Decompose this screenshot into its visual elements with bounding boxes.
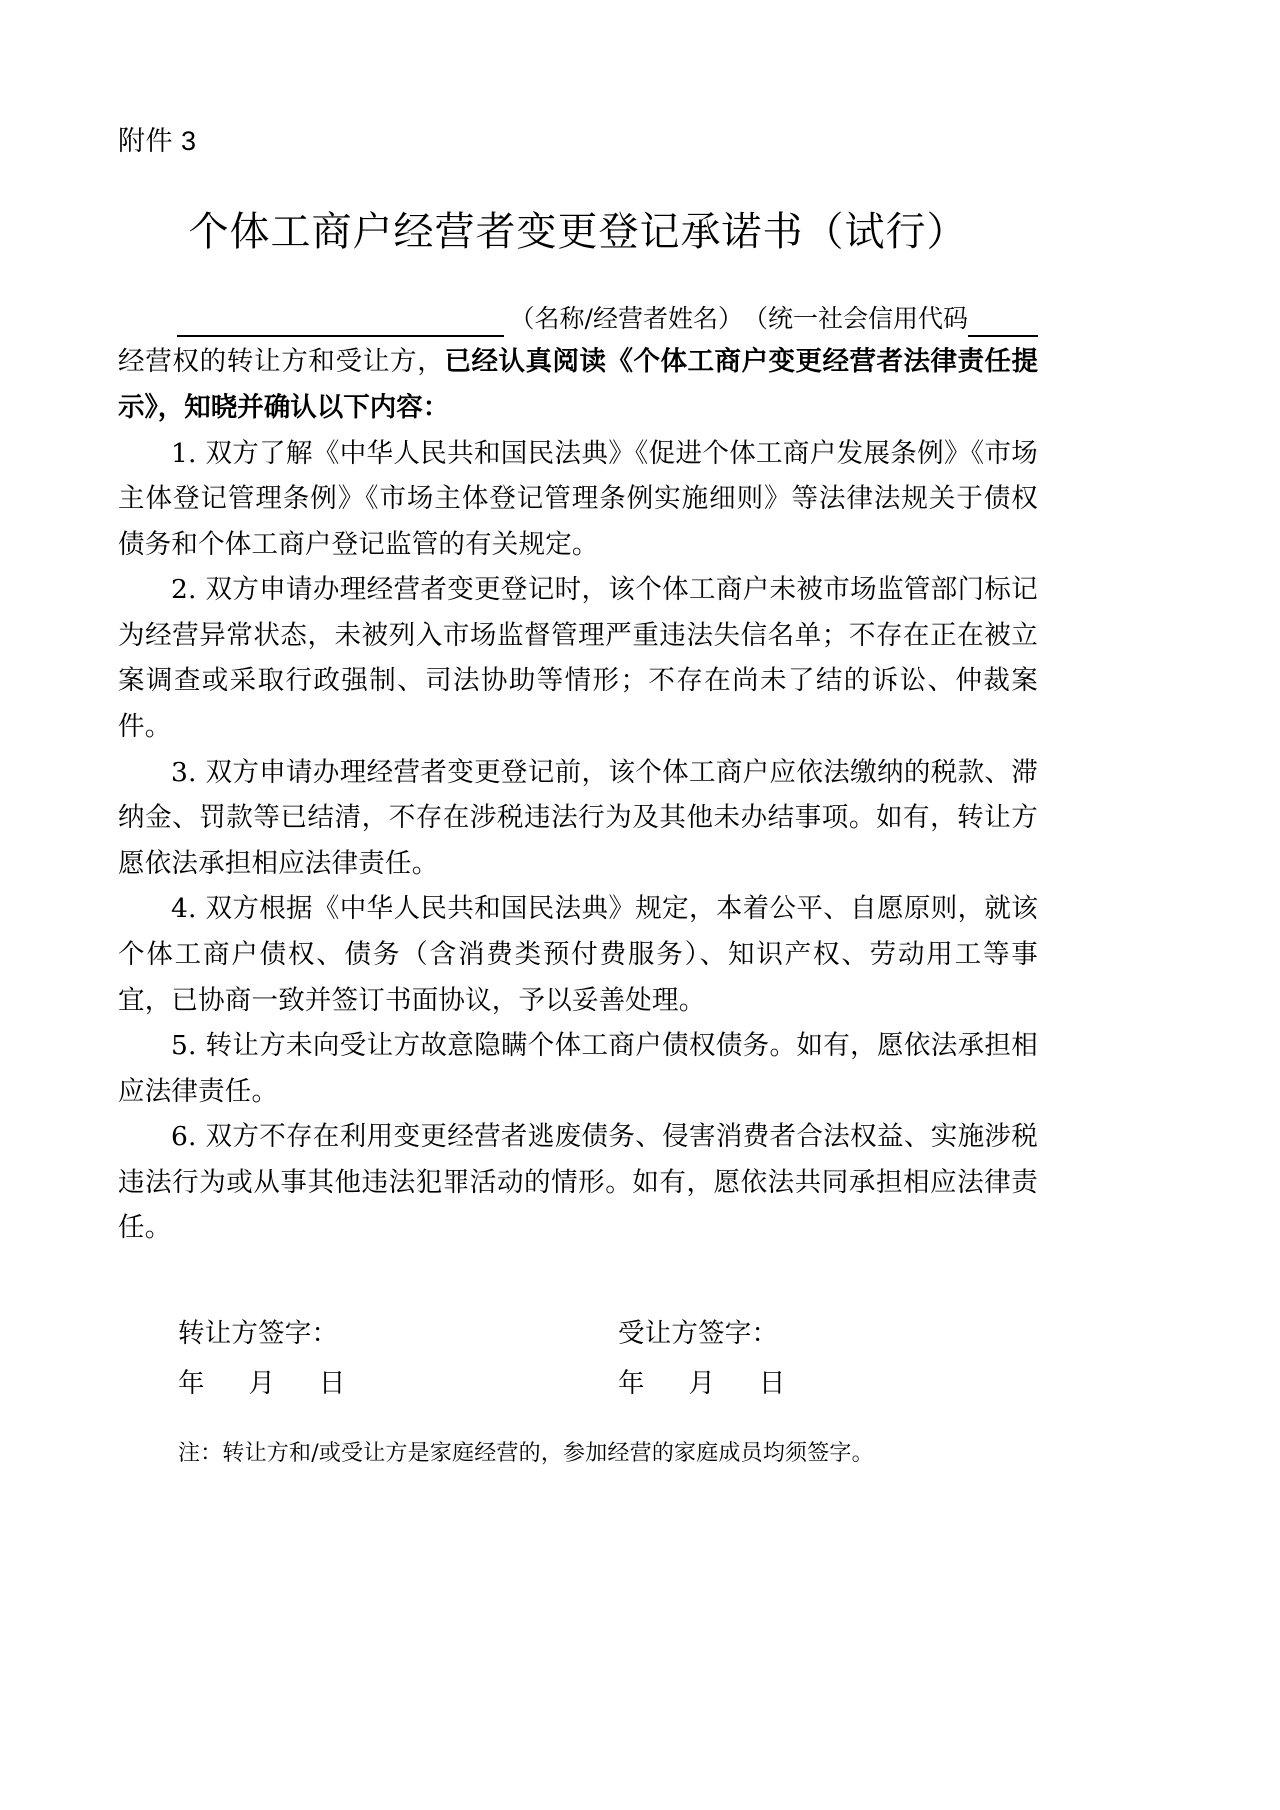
entity-name-hint: （名称/经营者姓名） bbox=[509, 303, 743, 333]
credit-code-blank-field[interactable] bbox=[968, 309, 1038, 337]
lead-paragraph bbox=[118, 339, 1038, 430]
attachment-label: 附件 3 bbox=[118, 126, 197, 156]
lead-paragraph-part1: 经营权的转让方和受让方， bbox=[118, 346, 445, 378]
clause-item-1: 1. 双方了解《中华人民共和国民法典》《促进个体工商户发展条例》《市场主体登记管理条例》《市场主体登记管理条例实施细则》等法律法规关于债权债务和个体工商户登记监管的有关规定。 bbox=[118, 437, 1038, 560]
transferor-date-day: 日 bbox=[318, 1368, 346, 1400]
transferee-date-month: 月 bbox=[688, 1368, 715, 1400]
transferor-signature-label: 转让方签字： bbox=[178, 1318, 339, 1349]
signature-block bbox=[118, 1309, 1038, 1410]
lead-paragraph-emphasis: 已经认真阅读《个体工商户变更经营者法律责任提示》，知晓并确认以下内容： bbox=[118, 346, 1038, 423]
transferee-signature-label: 受让方签字： bbox=[618, 1318, 779, 1349]
transferee-date-day: 日 bbox=[758, 1368, 786, 1400]
fill-in-header-row bbox=[118, 300, 1038, 338]
clause-item-5: 5. 转让方未向受让方故意隐瞒个体工商户债权债务。如有，愿依法承担相应法律责任。 bbox=[118, 1030, 1038, 1107]
transferor-date-month: 月 bbox=[248, 1368, 275, 1400]
page-title: 个体工商户经营者变更登记承诺书（试行） bbox=[188, 209, 968, 254]
clause-item-2: 2. 双方申请办理经营者变更登记时，该个体工商户未被市场监管部门标记为经营异常状态，未被列入市场监督管理严重违法失信名单；不存在正在被立案调查或采取行政强制、司法协助等情形；不存在尚未了结的诉讼、仲裁案件。 bbox=[118, 574, 1038, 743]
footnote: 注：转让方和/或受让方是家庭经营的，参加经营的家庭成员均须签字。 bbox=[178, 1440, 874, 1466]
clause-item-6: 6. 双方不存在利用变更经营者逃废债务、侵害消费者合法权益、实施涉税违法行为或从事其他违法犯罪活动的情形。如有，愿依法共同承担相应法律责任。 bbox=[118, 1121, 1038, 1244]
clause-item-3: 3. 双方申请办理经营者变更登记前，该个体工商户应依法缴纳的税款、滞纳金、罚款等已结清，不存在涉税违法行为及其他未办结事项。如有，转让方愿依法承担相应法律责任。 bbox=[118, 756, 1038, 879]
clause-item-4: 4. 双方根据《中华人民共和国民法典》规定，本着公平、自愿原则，就该个体工商户债权、债务（含消费类预付费服务）、知识产权、劳动用工等事宜，已协商一致并签订书面协议，予以妥善处理。 bbox=[118, 893, 1038, 1016]
transferor-date-line bbox=[118, 1359, 558, 1409]
transferor-date-year: 年 bbox=[178, 1368, 205, 1400]
credit-code-hint: （统一社会信用代码 bbox=[742, 303, 968, 333]
signature-date-row bbox=[118, 1359, 1038, 1409]
transferee-date-year: 年 bbox=[618, 1368, 645, 1400]
entity-name-blank-field[interactable] bbox=[177, 309, 503, 337]
signature-label-row bbox=[118, 1309, 1038, 1359]
transferee-date-line bbox=[558, 1359, 1038, 1409]
document-content bbox=[118, 0, 1038, 1471]
